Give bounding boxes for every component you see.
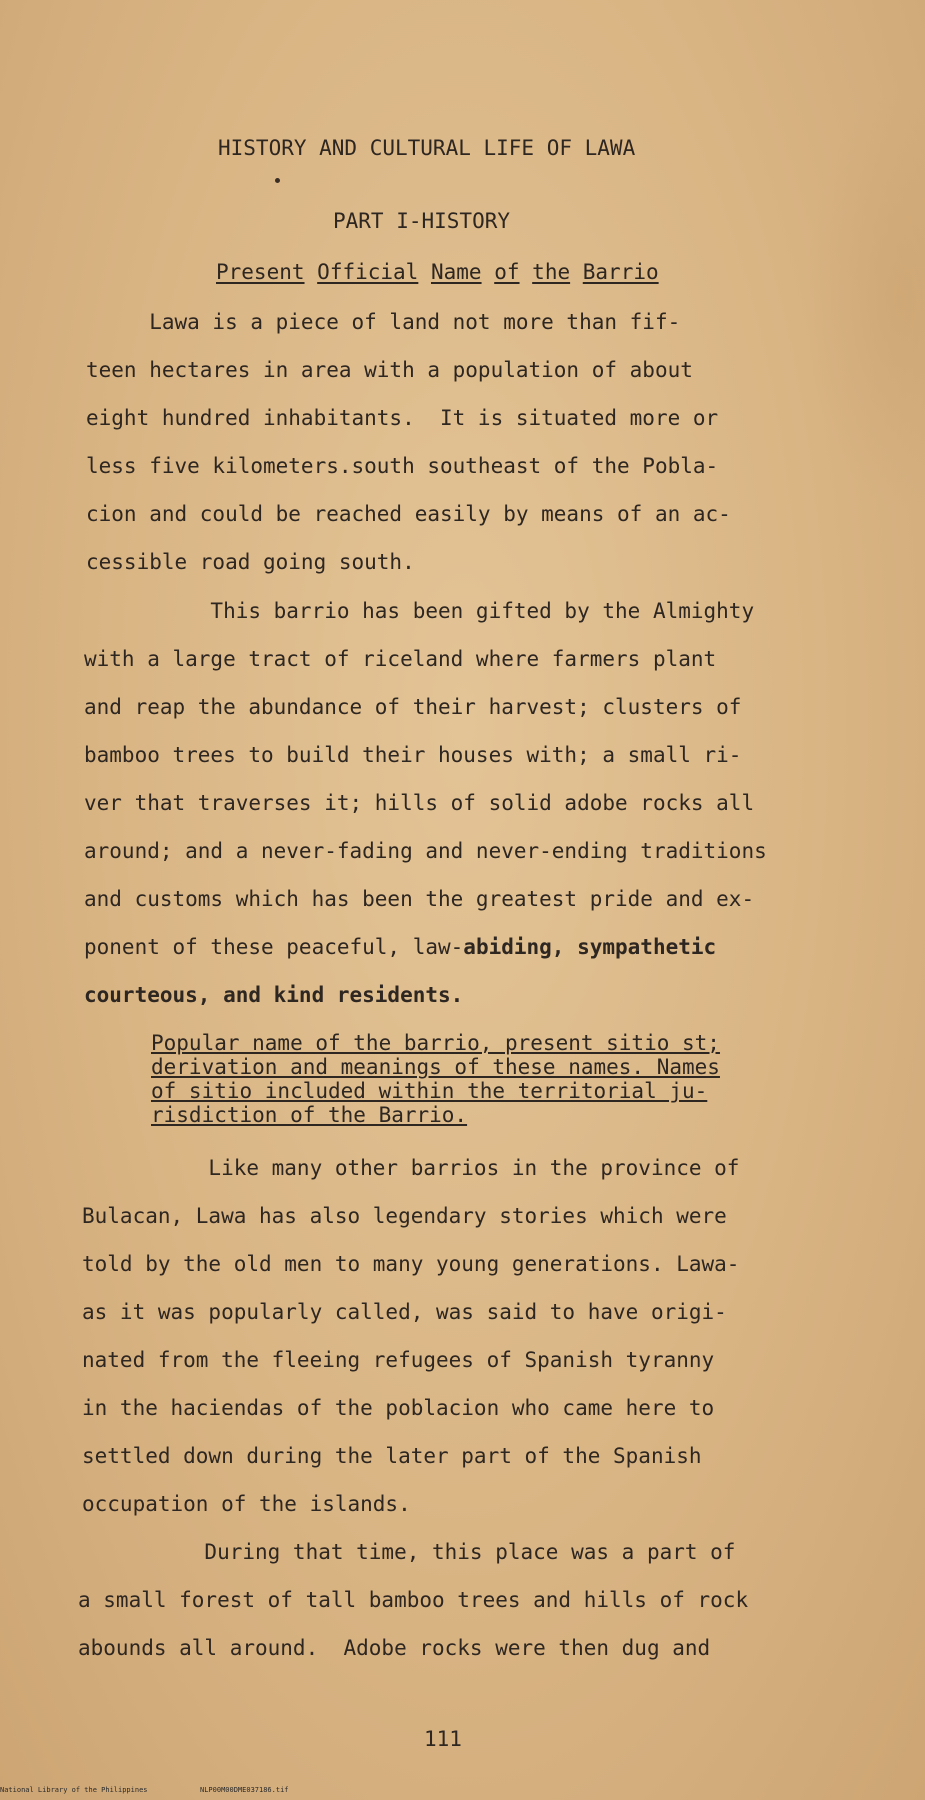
- paragraph-barrio-gifts: [84, 587, 767, 1019]
- section-heading-word: Present: [216, 260, 305, 284]
- section-heading: [216, 260, 659, 284]
- section-heading-word: the: [532, 260, 571, 284]
- paragraph-forest: During that time, this place was a part of a small forest of tall bamboo trees and hills of rock abounds all around. Adobe rocks were then dug and: [78, 1540, 749, 1660]
- ink-bleed-through: [805, 90, 925, 510]
- ink-dot: [275, 178, 280, 183]
- section-heading-word: Name: [430, 260, 482, 284]
- paragraph-barrio-gifts-bold: abiding, sympathetic courteous, and kind residents.: [84, 935, 717, 1007]
- scan-footer: [0, 1786, 289, 1794]
- document-title: HISTORY AND CULTURAL LIFE OF LAWA: [218, 136, 636, 160]
- topic-heading: Popular name of the barrio, present sitio st; derivation and meanings of these names. Names of sitio included within the territorial ju- risdiction of the Barrio.: [151, 1031, 720, 1127]
- paragraph-legend: Like many other barrios in the province of Bulacan, Lawa has also legendary stories which were told by the old men to many young generations. Lawa- as it was popularly called, was said to have origi- nated from the fleeing refugees of Spanish tyranny in the haciendas of the poblacion who came here to settled down during the later part of the Spanish occupation of the islands.: [82, 1156, 740, 1516]
- footer-library: National Library of the Philippines: [0, 1786, 148, 1794]
- section-heading-word: Official: [317, 260, 419, 284]
- footer-file-id: NLP00M00DME037186.tif: [200, 1786, 289, 1794]
- paragraph-location: Lawa is a piece of land not more than fif- teen hectares in area with a population of about eight hundred inhabitants. It is situated more or less five kilometers.south southeast of the Pobla- cion and could be reached easily by means of an ac- cessible road going south.: [86, 310, 731, 574]
- paragraph-barrio-gifts-text: This barrio has been gifted by the Almighty with a large tract of riceland where farmers plant and reap the abundance of their harvest; clusters of bamboo trees to build their houses with; a small ri- ver that traverses it; hills of solid adobe rocks all around; and a never-fading and never-ending traditions and customs which has been the greatest pride and ex- ponent of these peaceful, law-: [84, 599, 767, 959]
- section-heading-word: Barrio: [582, 260, 659, 284]
- part-heading: PART I-HISTORY: [333, 209, 511, 233]
- section-heading-word: of: [494, 260, 520, 284]
- page-number: 111: [424, 1727, 462, 1751]
